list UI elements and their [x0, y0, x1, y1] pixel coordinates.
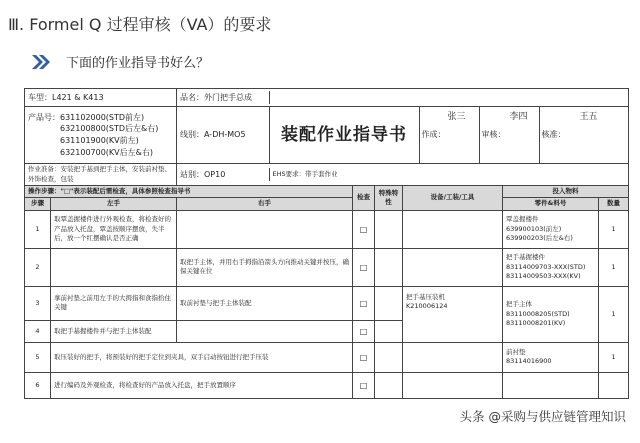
equipment: 把手基压装机 K210006124: [403, 286, 503, 342]
check-box: □: [353, 248, 375, 286]
approver-label: 核准：: [541, 130, 566, 139]
special-cell: [375, 210, 403, 248]
page-heading: Ⅲ. Formel Q 过程审核（VA）的要求: [8, 15, 272, 34]
approver-name: 王五: [579, 112, 598, 122]
step-number: 6: [25, 372, 51, 398]
quantity: 1: [599, 286, 629, 342]
steps-caption: 操作步骤："□"表示装配后需检查，具体参照检查指导书: [25, 186, 353, 198]
product-no: 631102000(STD前左): [60, 112, 145, 122]
equipment: [403, 210, 503, 248]
reviewer-name: 李四: [509, 112, 528, 122]
left-hand-action: 取把手基握楼件并与把手主体装配: [51, 320, 177, 342]
part-number: 覃盖握楼件 639900103(前左) 639900203(后左&右): [503, 210, 599, 248]
product-no-label: 产品号：: [28, 112, 60, 122]
equipment: [403, 248, 503, 286]
special-cell: [375, 372, 403, 398]
product-no: 631101900(KV前左): [60, 136, 139, 145]
author-name: 张三: [447, 112, 466, 122]
subheading-row: [30, 52, 209, 71]
author-label: 作成：: [421, 130, 446, 139]
reviewer-label: 审核：: [481, 130, 506, 139]
table-row: [25, 342, 629, 372]
table-row: [25, 286, 629, 320]
subheading: 下面的作业指导书好么？: [66, 56, 210, 71]
left-hand-action: 拿前衬垫之前用左手的大拇指和食指拾住关键: [51, 286, 177, 320]
right-hand-header: 右手: [177, 198, 353, 210]
quantity: [599, 372, 629, 398]
check-box: □: [353, 210, 375, 248]
step-number: 4: [25, 320, 51, 342]
left-hand-action: [51, 248, 177, 286]
step-column-header: 步骤: [25, 198, 51, 210]
left-hand-action: 进行编码及外观检查，将检查好的产品放入托盘，把手放置顺序: [51, 372, 353, 398]
part-number: 把手基握楼件 83114009703-XXX(STD) 83114009503-XXX(KV): [503, 248, 599, 286]
product-no: 632100700(KV后左&右): [60, 147, 154, 157]
work-instruction-sheet: [24, 88, 629, 399]
table-row: [25, 248, 629, 286]
product-no: 632100800(STD后左&右): [60, 124, 159, 134]
right-hand-action: 取前衬垫与把手主体装配: [177, 286, 353, 320]
left-hand-header: 左手: [51, 198, 177, 210]
right-hand-action: 取把手主体，并用右手拇指沿箭头方向推动关键并按压，确保关键在位: [177, 248, 353, 286]
special-cell: [375, 320, 403, 342]
step-number: 2: [25, 248, 51, 286]
quantity: 1: [599, 342, 629, 372]
ehs-requirement: EHS要求：带手套作业: [272, 169, 338, 178]
car-type: 车型：L421 & K413: [25, 89, 177, 107]
check-box: □: [353, 286, 375, 320]
part-number: [503, 372, 599, 398]
part-name: 品名：外门把手总成: [177, 91, 269, 105]
check-box: □: [353, 372, 375, 398]
prep-note: 作业准备：安装把手基到把手主体，安装前衬垫、外饰检查，包装: [25, 164, 177, 186]
watermark: 头条 @采购与供应链管理知识: [459, 409, 626, 424]
right-hand-action: [177, 210, 353, 248]
left-hand-action: 取压装好的把手，将预装好的把手定位到夹具，双手启动按钮进行把手压装: [51, 342, 353, 372]
part-number: 前衬垫 83114016900: [503, 342, 599, 372]
step-number: 1: [25, 210, 51, 248]
line: 线别：A-DH-MO5: [177, 107, 269, 163]
step-number: 3: [25, 286, 51, 320]
special-cell: [375, 248, 403, 286]
station: 站别：OP10: [177, 168, 269, 182]
material-column-header: 投入物料: [503, 186, 629, 198]
qty-header: 数量: [599, 198, 629, 210]
table-row: [25, 210, 629, 248]
special-cell: [375, 342, 403, 372]
equipment: [403, 342, 503, 372]
left-hand-action: 取覃盖握楼件进行外观检查，将检查好的产品放入托盘，覃盖按顺序摆放，失半后，放一个红摆确认是否正确: [51, 210, 177, 248]
equipment: [403, 372, 503, 398]
product-numbers: [25, 107, 177, 164]
check-column-header: 检查: [353, 186, 375, 211]
check-box: □: [353, 342, 375, 372]
table-row: [25, 372, 629, 398]
quantity: 1: [599, 210, 629, 248]
equipment-column-header: 设备/工装/工具: [403, 186, 503, 211]
check-box: □: [353, 320, 375, 342]
right-hand-action: [177, 320, 353, 342]
document-title: 装配作业指导书: [269, 107, 419, 163]
special-column-header: 特殊特性: [375, 186, 403, 211]
special-cell: [375, 286, 403, 320]
part-no-header: 零件&料号: [503, 198, 599, 210]
double-chevron-icon: [30, 53, 52, 71]
part-number: 把手主体 83110008205(STD) 83110008201(KV): [503, 286, 599, 342]
quantity: 1: [599, 248, 629, 286]
step-number: 5: [25, 342, 51, 372]
